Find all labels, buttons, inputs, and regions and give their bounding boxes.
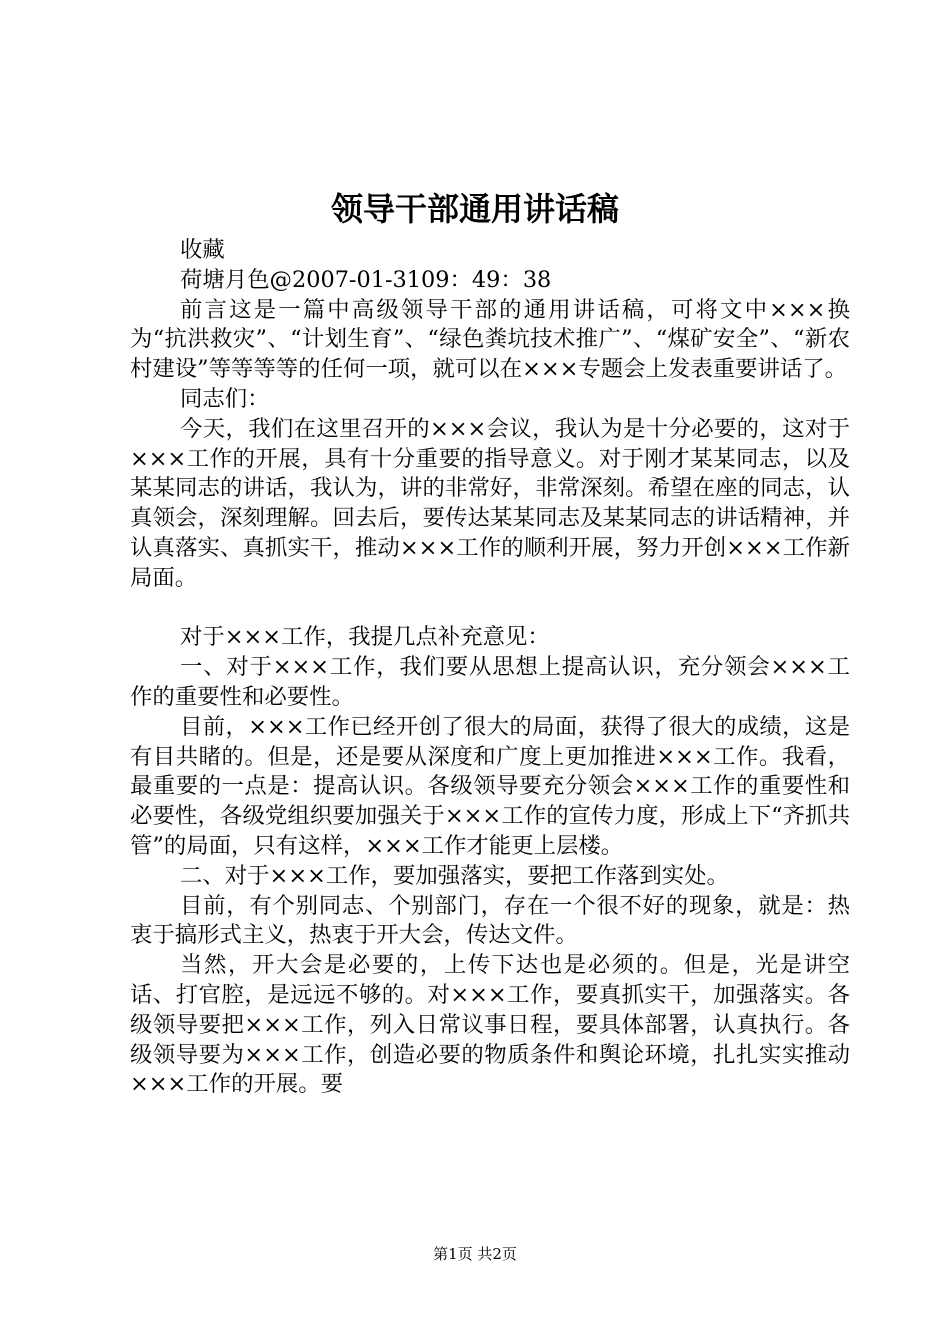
paragraph-favorite: 收藏: [180, 237, 225, 263]
paragraph-opening: 今天，我们在这里召开的×××会议，我认为是十分必要的，这对于×××工作的开展，具有十分重要的指导意义。对于刚才某某同志，以及某某同志的讲话，我认为，讲的非常好，非常深刻。希望在座的同志，认真领会，深刻理解。回去后，要传达某某同志及某某同志的讲话精神，并认真落实、真抓实干，推动×××工作的顺利开展，努力开创×××工作新局面。: [130, 415, 850, 591]
paragraph-point-one-detail: 目前，×××工作已经开创了很大的局面，获得了很大的成绩，这是有目共睹的。但是，还是要从深度和广度上更加推进×××工作。我看，最重要的一点是：提高认识。各级领导要充分领会×××工作的重要性和必要性，各级党组织要加强关于×××工作的宣传力度，形成上下“齐抓共管”的局面，只有这样，×××工作才能更上层楼。: [130, 713, 850, 859]
paragraph-intro-points: 对于×××工作，我提几点补充意见：: [180, 624, 550, 651]
document-title: 领导干部通用讲话稿: [330, 190, 619, 228]
paragraph-point-two: 二、对于×××工作，要加强落实，要把工作落到实处。: [180, 862, 729, 889]
document-body: [130, 236, 850, 1100]
paragraph-point-two-detail: 当然，开大会是必要的，上传下达也是必须的。但是，光是讲空话、打官腔，是远远不够的。对×××工作，要真抓实干，加强落实。各级领导要把×××工作，列入日常议事日程，要具体部署，认真执行。各级领导要为×××工作，创造必要的物质条件和舆论环境，扎扎实实推动×××工作的开展。要: [130, 952, 850, 1098]
paragraph-blank: [130, 594, 850, 624]
paragraph-preface: 前言这是一篇中高级领导干部的通用讲话稿，可将文中×××换为“抗洪救灾”、“计划生育”、“绿色粪坑技术推广”、“煤矿安全”、“新农村建设”等等等等的任何一项，就可以在×××专题会上发表重要讲话了。: [130, 296, 850, 383]
paragraph-point-two-issue: 目前，有个别同志、个别部门，存在一个很不好的现象，就是：热衷于搞形式主义，热衷于开大会，传达文件。: [130, 892, 850, 949]
page-number: 第1页 共2页: [433, 1245, 517, 1263]
paragraph-point-one: 一、对于×××工作，我们要从思想上提高认识，充分领会×××工作的重要性和必要性。: [130, 654, 850, 710]
paragraph-author-timestamp: 荷塘月色@2007-01-3109：49：38: [180, 266, 552, 293]
paragraph-greeting: 同志们：: [180, 385, 270, 412]
